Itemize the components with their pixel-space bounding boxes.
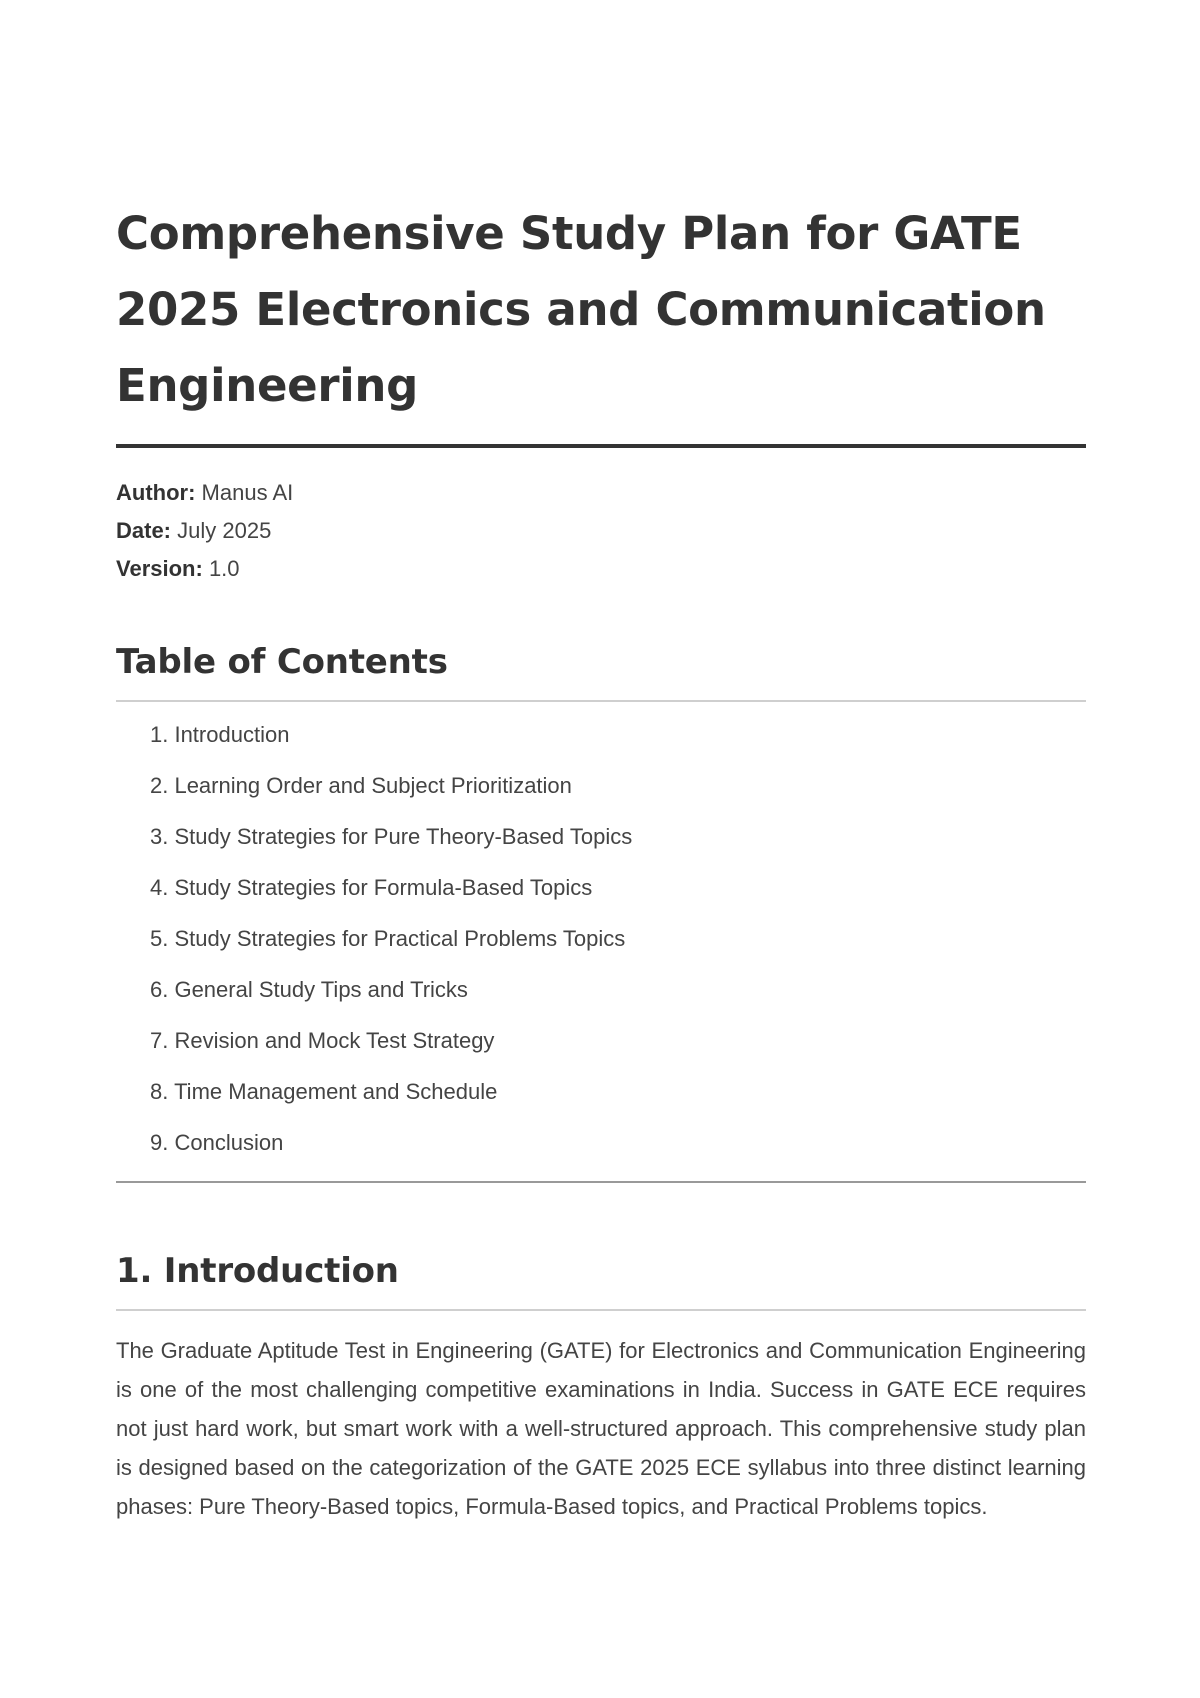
author-value: Manus AI bbox=[201, 480, 294, 505]
toc-heading: Table of Contents bbox=[116, 642, 448, 682]
introduction-paragraph: The Graduate Aptitude Test in Engineering (GATE) for Electronics and Communication Engineering is one of the most challenging competitive examinations in India. Success in GATE ECE requires not just hard work, but smart work with a well-structured approach. This comprehensive study plan is designed based on the categorization of the GATE 2025 ECE syllabus into three distinct learning phases: Pure Theory-Based topics, Formula-Based topics, and Practical Problems topics. bbox=[116, 1338, 1086, 1519]
toc-item-general-tips[interactable]: 6. General Study Tips and Tricks bbox=[150, 977, 468, 1002]
toc-item-theory-strategies[interactable]: 3. Study Strategies for Pure Theory-Based Topics bbox=[150, 824, 633, 849]
author-line bbox=[116, 474, 1086, 512]
title-divider bbox=[116, 444, 1086, 448]
introduction-heading-divider bbox=[116, 1309, 1086, 1311]
toc-item-introduction[interactable]: 1. Introduction bbox=[150, 722, 290, 747]
table-of-contents bbox=[116, 722, 1086, 1155]
toc-item-practical-strategies[interactable]: 5. Study Strategies for Practical Problems Topics bbox=[150, 926, 626, 951]
document-meta bbox=[116, 474, 1086, 588]
introduction-heading: 1. Introduction bbox=[116, 1251, 399, 1291]
document-title: Comprehensive Study Plan for GATE 2025 Electronics and Communication Engineering bbox=[116, 207, 1046, 412]
document-content bbox=[116, 196, 1086, 1526]
toc-item-revision-strategy[interactable]: 7. Revision and Mock Test Strategy bbox=[150, 1028, 495, 1053]
date-label: Date: bbox=[116, 518, 172, 543]
version-value: 1.0 bbox=[208, 556, 240, 581]
version-line bbox=[116, 550, 1086, 588]
toc-item-conclusion[interactable]: 9. Conclusion bbox=[150, 1130, 284, 1155]
toc-item-learning-order[interactable]: 2. Learning Order and Subject Prioritization bbox=[150, 773, 572, 798]
author-label: Author: bbox=[116, 480, 196, 505]
version-label: Version: bbox=[116, 556, 203, 581]
date-line bbox=[116, 512, 1086, 550]
date-value: July 2025 bbox=[177, 518, 272, 543]
toc-item-formula-strategies[interactable]: 4. Study Strategies for Formula-Based Topics bbox=[150, 875, 593, 900]
toc-heading-divider bbox=[116, 700, 1086, 702]
toc-item-time-management[interactable]: 8. Time Management and Schedule bbox=[150, 1079, 498, 1104]
section-divider bbox=[116, 1181, 1086, 1183]
